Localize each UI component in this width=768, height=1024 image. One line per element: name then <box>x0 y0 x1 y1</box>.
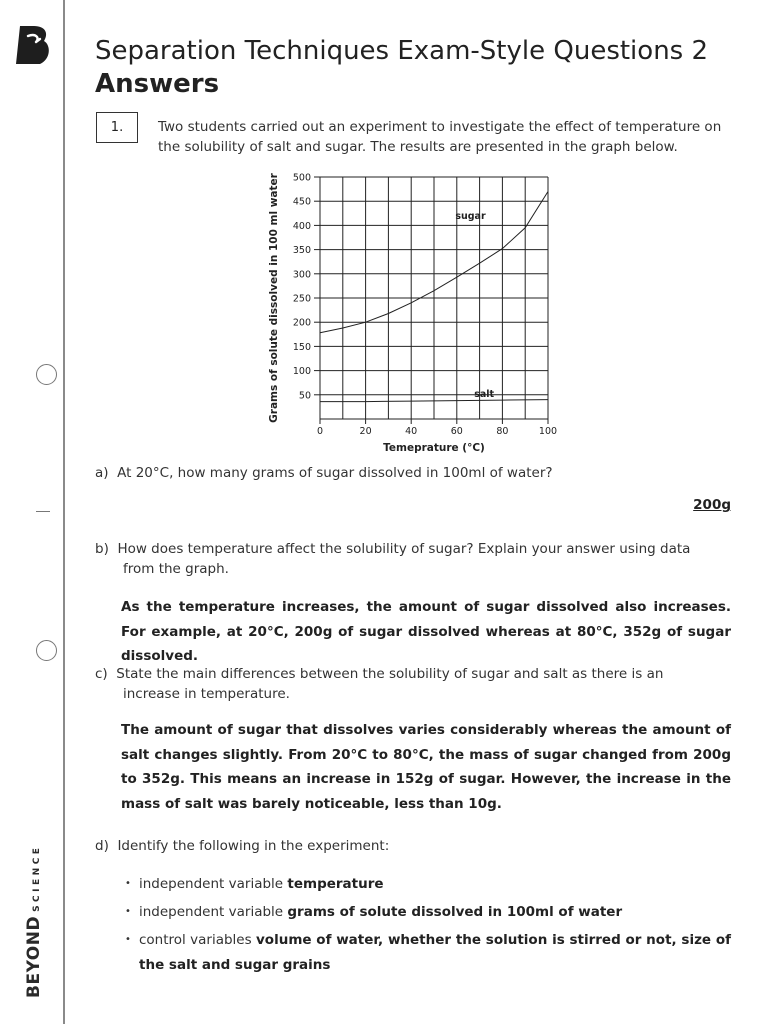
part-c-label: c) <box>95 666 108 682</box>
brand-sub: SCIENCE <box>32 844 42 912</box>
list-item-prefix: independent variable <box>139 876 284 892</box>
margin-rule <box>63 0 65 1024</box>
list-item-answer: temperature <box>287 876 384 892</box>
part-b-text-line1: How does temperature affect the solubility of sugar? Explain your answer using data <box>117 541 691 557</box>
part-a-answer: 200g <box>693 497 731 513</box>
part-c-question <box>95 664 663 704</box>
x-tick-label: 20 <box>359 426 372 437</box>
part-a-question <box>95 463 553 483</box>
part-b-text-line2: from the graph. <box>123 561 229 577</box>
y-tick-label: 350 <box>292 245 311 257</box>
part-b-answer: As the temperature increases, the amount of sugar dissolved also increases. For example, at 20°C, 200g of sugar dissolved whereas at 80°C, 352g of sugar dissolved. <box>121 599 731 664</box>
part-b-label: b) <box>95 541 109 557</box>
chart-grid <box>320 177 548 419</box>
y-tick-label: 400 <box>292 220 311 232</box>
y-tick-label: 450 <box>292 196 311 208</box>
list-item-answer: volume of water, whether the solution is stirred or not, size of the salt and sugar grains <box>139 932 731 973</box>
page-subtitle: Answers <box>95 69 220 99</box>
part-c-text-line2: increase in temperature. <box>123 686 290 702</box>
part-c-text-line1: State the main differences between the solubility of sugar and salt as there is an <box>116 666 664 682</box>
bullet-icon: • <box>125 878 131 889</box>
part-a-label: a) <box>95 465 109 481</box>
chart-labels <box>268 172 495 454</box>
y-tick-label: 200 <box>292 317 311 329</box>
y-tick-label: 50 <box>298 390 311 402</box>
beyond-logo-icon <box>14 24 52 66</box>
x-tick-label: 0 <box>316 426 324 437</box>
list-item-prefix: independent variable <box>139 904 284 920</box>
x-tick-label: 80 <box>496 426 509 437</box>
legend-label-salt: salt <box>474 389 495 401</box>
list-item <box>125 928 731 977</box>
y-axis-label: Grams of solute dissolved in 100 ml water <box>268 173 280 423</box>
list-item <box>125 900 731 925</box>
y-tick-label: 300 <box>292 269 311 281</box>
x-tick-label: 100 <box>538 426 558 437</box>
y-tick-label: 250 <box>292 293 311 305</box>
y-tick-label: 500 <box>292 172 311 184</box>
bullet-icon: • <box>125 906 131 917</box>
question-number-box: 1. <box>96 112 138 143</box>
bullet-icon: • <box>125 934 131 945</box>
punch-hole-lower <box>36 640 57 661</box>
part-a-text: At 20°C, how many grams of sugar dissolved in 100ml of water? <box>117 465 553 481</box>
x-tick-label: 60 <box>450 426 463 437</box>
part-d-text: Identify the following in the experiment: <box>117 838 390 854</box>
part-d-question <box>95 836 389 856</box>
solubility-chart <box>260 170 570 460</box>
chart-ticks <box>293 173 557 438</box>
list-item-prefix: control variables <box>139 932 252 948</box>
y-tick-label: 150 <box>292 341 311 353</box>
part-c-answer: The amount of sugar that dissolves varies considerably whereas the amount of salt changes slightly. From 20°C to 80°C, the mass of sugar changed from 200g to 352g. This means an increase in 152g of sugar. However, the increase in the mass of salt was barely noticeable, less than 10g. <box>121 722 731 812</box>
fold-mark <box>36 511 50 512</box>
page-title: Separation Techniques Exam-Style Questions 2 <box>95 36 709 66</box>
y-tick-label: 100 <box>292 366 311 378</box>
part-d-label: d) <box>95 838 109 854</box>
brand-name: BEYOND <box>24 915 44 998</box>
list-item-answer: grams of solute dissolved in 100ml of water <box>287 904 623 920</box>
part-b-question <box>95 539 690 579</box>
x-axis-label: Temeprature (°C) <box>383 442 485 454</box>
x-tick-label: 40 <box>405 426 418 437</box>
legend-label-sugar: sugar <box>455 211 486 223</box>
question-intro: Two students carried out an experiment to investigate the effect of temperature on the solubility of salt and sugar. The results are presented in the graph below. <box>158 119 722 155</box>
punch-hole-upper <box>36 364 57 385</box>
list-item <box>125 872 731 897</box>
brand-vertical <box>24 845 44 998</box>
